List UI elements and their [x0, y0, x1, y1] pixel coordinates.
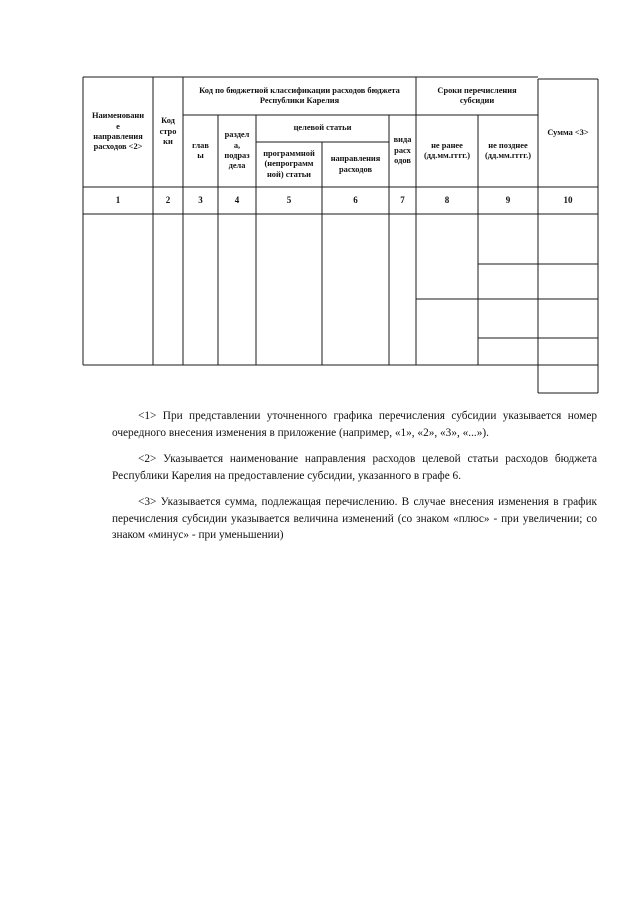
- footnote-1: <1> При представлении уточненного графика перечисления субсидии указывается номер очередного внесения изменения в приложение (например, «1», «2», «3», «...»).: [112, 410, 597, 439]
- header-section: раздел а, подраз дела: [224, 130, 250, 171]
- column-number: 6: [353, 195, 358, 206]
- header-expense-type: вида расх одов: [393, 135, 412, 166]
- column-number: 5: [286, 195, 292, 206]
- header-target-item: целевой статьи: [293, 123, 352, 133]
- column-number: 10: [563, 195, 573, 206]
- column-number: 2: [165, 195, 171, 206]
- header-code-line: Код стро ки: [159, 116, 177, 147]
- footnote-3: <3> Указывается сумма, подлежащая перечислению. В случае внесения изменения в график перечисления субсидии указывается величина изменений (со знаком «плюс» - при увеличении; со знаком «минус» - при уменьшении): [112, 496, 597, 541]
- column-number: 9: [505, 195, 511, 206]
- footnotes: [112, 408, 597, 554]
- column-number: 8: [444, 195, 450, 206]
- header-chapter: глав ы: [192, 140, 209, 160]
- header-not-later: не позднее (дд.мм.гггг.): [484, 140, 531, 160]
- column-number: 4: [234, 195, 240, 206]
- header-name: Наименовани е направления расходов <2>: [91, 111, 145, 152]
- header-not-earlier: не ранее (дд.мм.гггг.): [423, 140, 470, 160]
- footnote-2: <2> Указывается наименование направления расходов целевой статьи расходов бюджета Республики Карелия на предоставление субсидии, указанного в графе 6.: [112, 453, 597, 482]
- column-number: 7: [400, 195, 405, 206]
- column-number: 1: [115, 195, 121, 206]
- header-sum: Сумма <3>: [547, 127, 589, 137]
- subsidy-schedule-table: [83, 77, 598, 393]
- header-budget-code: Код по бюджетной классификации расходов бюджета Республики Карелия: [199, 85, 400, 105]
- column-number: 3: [198, 195, 203, 206]
- header-terms: Сроки перечисления субсидии: [437, 85, 517, 105]
- header-program: программной (непрограмм ной) статьи: [263, 148, 315, 179]
- header-direction: направления расходов: [330, 154, 381, 174]
